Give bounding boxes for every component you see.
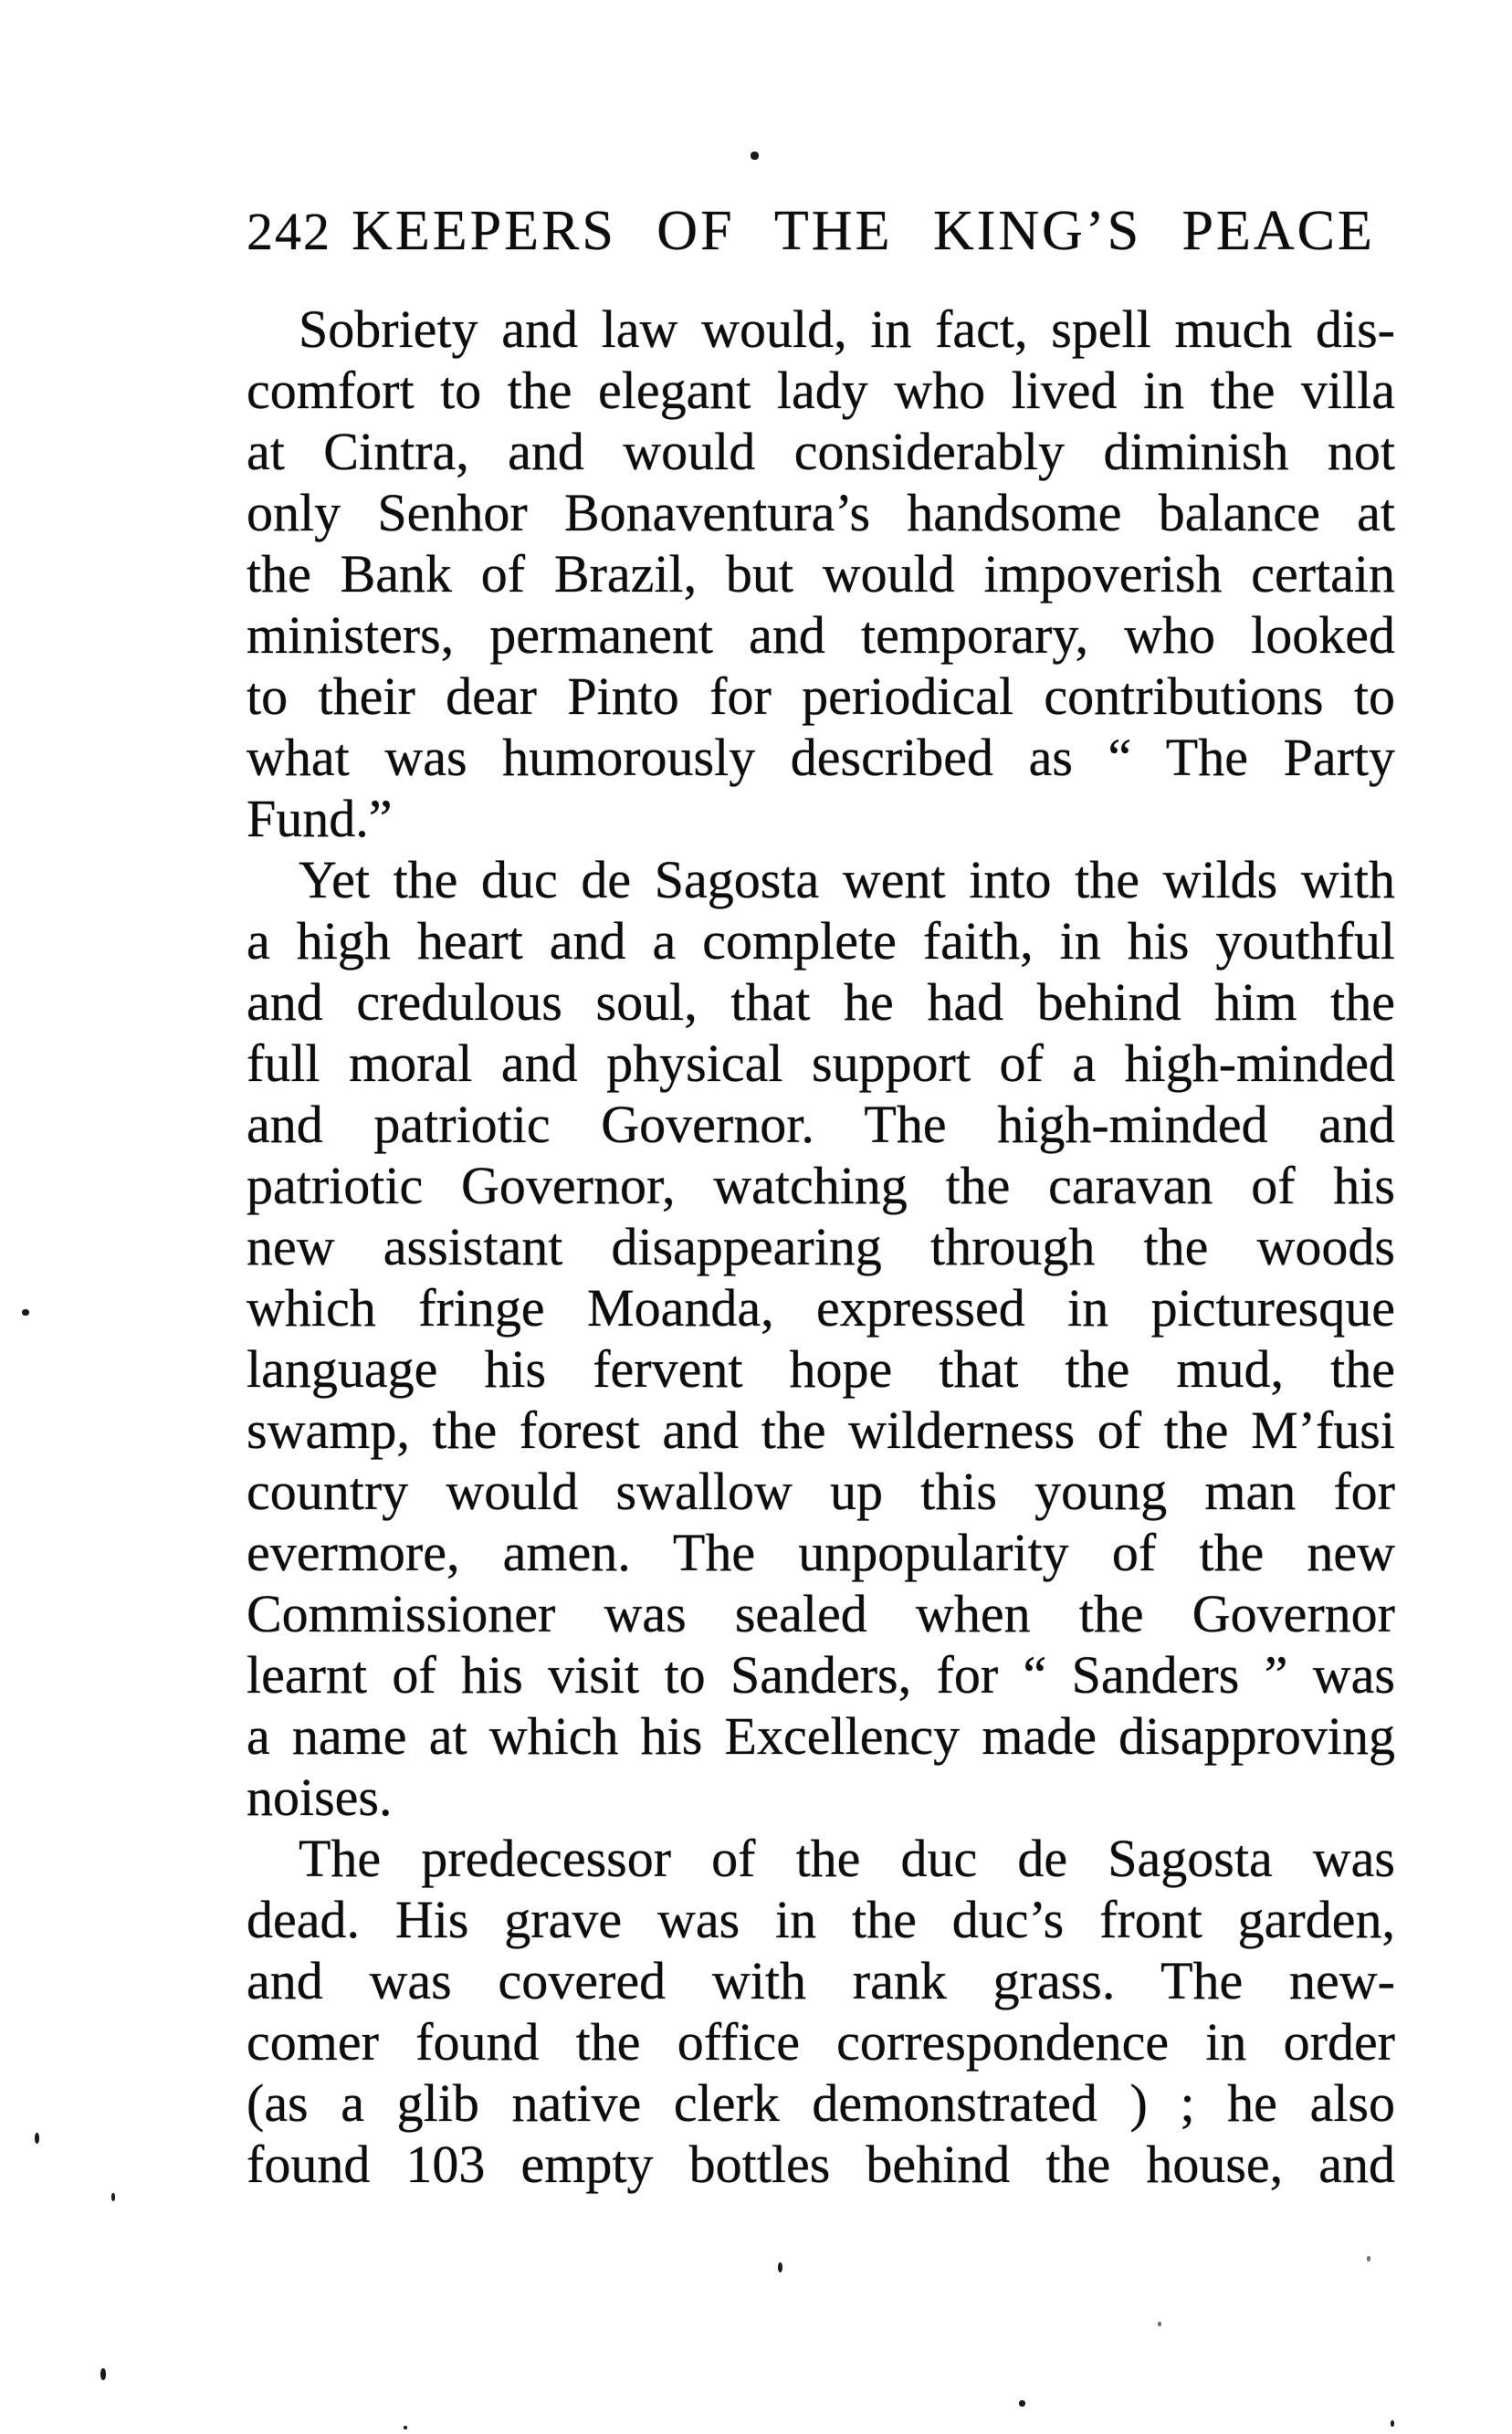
text-line: country would swallow up this young man for bbox=[247, 1462, 1395, 1521]
scan-speck bbox=[1391, 2420, 1394, 2427]
text-line: and credulous soul, that he had behind him the bbox=[247, 972, 1395, 1032]
text-line: ministers, permanent and temporary, who looked bbox=[247, 605, 1395, 665]
text-line: and patriotic Governor. The high-minded and bbox=[247, 1095, 1395, 1154]
page-number: 242 bbox=[247, 202, 331, 261]
text-line: comer found the office correspondence in order bbox=[247, 2012, 1395, 2072]
text-line: Commissioner was sealed when the Governor bbox=[247, 1584, 1395, 1643]
text-line: a high heart and a complete faith, in his youthful bbox=[247, 911, 1395, 970]
text-line: evermore, amen. The unpopularity of the new bbox=[247, 1523, 1395, 1582]
text-line: swamp, the forest and the wilderness of the M’fusi bbox=[247, 1401, 1395, 1460]
text-line: Yet the duc de Sagosta went into the wilds with bbox=[299, 850, 1395, 909]
scan-speck bbox=[35, 2133, 39, 2144]
scan-speck bbox=[778, 2262, 782, 2272]
scan-speck bbox=[404, 2426, 407, 2429]
running-title: KEEPERS OF THE KING’S PEACE bbox=[352, 200, 1375, 262]
text-line: patriotic Governor, watching the caravan of his bbox=[247, 1156, 1395, 1215]
text-line: what was humorously described as “ The Party bbox=[247, 728, 1395, 787]
text-line: Fund.” bbox=[247, 789, 393, 848]
text-line: only Senhor Bonaventura’s handsome balance at bbox=[247, 483, 1395, 542]
text-line: full moral and physical support of a high-minded bbox=[247, 1033, 1395, 1093]
text-line: the Bank of Brazil, but would impoverish certain bbox=[247, 544, 1395, 603]
text-line: noises. bbox=[247, 1768, 393, 1827]
scan-speck bbox=[751, 152, 759, 160]
text-line: which fringe Moanda, expressed in picturesque bbox=[247, 1278, 1395, 1338]
scan-speck bbox=[100, 2368, 106, 2380]
text-line: comfort to the elegant lady who lived in the villa bbox=[247, 361, 1395, 420]
scan-speck bbox=[111, 2193, 115, 2201]
text-line: The predecessor of the duc de Sagosta was bbox=[299, 1829, 1395, 1888]
text-line: found 103 empty bottles behind the house, and bbox=[247, 2135, 1395, 2194]
text-line: (as a glib native clerk demonstrated ) ; he also bbox=[247, 2073, 1395, 2133]
page-text bbox=[247, 299, 1395, 2195]
text-line: dead. His grave was in the duc’s front garden, bbox=[247, 1890, 1395, 1949]
text-line: at Cintra, and would considerably diminish not bbox=[247, 422, 1395, 481]
text-line: new assistant disappearing through the woods bbox=[247, 1217, 1395, 1276]
scan-speck bbox=[22, 1309, 29, 1316]
text-line: and was covered with rank grass. The new- bbox=[247, 1951, 1395, 2010]
scan-speck bbox=[1019, 2400, 1025, 2407]
text-line: language his fervent hope that the mud, the bbox=[247, 1339, 1395, 1399]
scan-speck bbox=[1367, 2256, 1370, 2261]
text-line: learnt of his visit to Sanders, for “ Sanders ” was bbox=[247, 1645, 1395, 1705]
text-line: a name at which his Excellency made disapproving bbox=[247, 1706, 1395, 1766]
text-line: Sobriety and law would, in fact, spell much dis- bbox=[299, 299, 1395, 359]
text-line: to their dear Pinto for periodical contributions to bbox=[247, 666, 1395, 726]
scan-speck bbox=[1158, 2322, 1161, 2326]
running-header bbox=[247, 200, 1395, 262]
